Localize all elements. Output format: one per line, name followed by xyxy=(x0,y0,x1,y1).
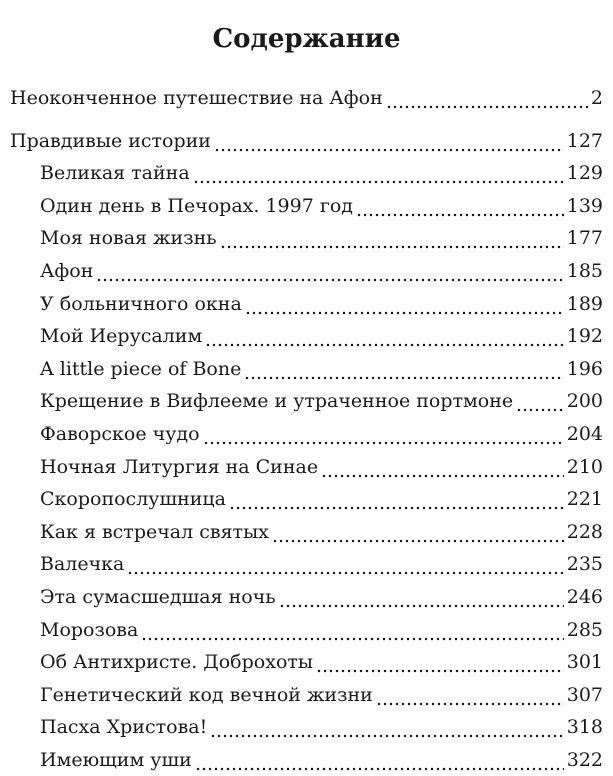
toc-entry-title: Скоропослушница xyxy=(40,488,226,511)
toc-entry[interactable] xyxy=(10,744,603,776)
toc-entry[interactable] xyxy=(10,157,603,190)
toc-entry[interactable] xyxy=(10,288,603,321)
toc-entry-page: 139 xyxy=(566,194,603,217)
toc-entry-page: 210 xyxy=(566,455,603,478)
toc-entry-page: 204 xyxy=(566,422,603,445)
toc-entry[interactable] xyxy=(10,646,603,679)
toc-entry-page: 2 xyxy=(590,87,603,109)
dot-leader xyxy=(244,353,563,386)
toc-entry[interactable] xyxy=(10,385,603,418)
toc-entry-title: Великая тайна xyxy=(40,162,190,185)
toc-entry[interactable] xyxy=(10,353,603,386)
toc-entry-page: 196 xyxy=(566,357,603,380)
toc-entry-page: 322 xyxy=(566,748,603,771)
dot-leader xyxy=(214,125,564,158)
dot-leader xyxy=(386,82,588,115)
toc-entry[interactable] xyxy=(10,222,603,255)
table-of-contents xyxy=(10,82,603,776)
dot-leader xyxy=(516,385,564,418)
dot-leader xyxy=(356,190,564,223)
toc-entry-title: Эта сумасшедшая ночь xyxy=(40,585,276,608)
toc-entry-page: 185 xyxy=(566,259,603,282)
toc-entry-title: Имеющим уши xyxy=(40,748,192,771)
toc-entry-title: У больничного окна xyxy=(40,292,242,315)
toc-entry-title: Ночная Литургия на Синае xyxy=(40,455,319,478)
toc-entry-title: Генетический код вечной жизни xyxy=(40,683,373,706)
dot-leader xyxy=(245,288,564,321)
toc-entry-page: 228 xyxy=(566,520,603,543)
toc-entry-page: 246 xyxy=(566,585,603,608)
toc-entry-page: 221 xyxy=(566,488,603,511)
toc-entry[interactable] xyxy=(10,516,603,549)
toc-entry-page: 301 xyxy=(566,651,603,674)
toc-entry[interactable] xyxy=(10,125,603,158)
toc-entry-page: 318 xyxy=(566,716,603,739)
toc-entry[interactable] xyxy=(10,418,603,451)
toc-entry-title: Мой Иерусалим xyxy=(40,325,203,348)
toc-entry[interactable] xyxy=(10,82,603,115)
toc-entry-page: 307 xyxy=(566,683,603,706)
toc-entry-title: Пасха Христова! xyxy=(40,716,208,739)
toc-entry-title: Один день в Печорах. 1997 год xyxy=(40,194,353,217)
toc-entry[interactable] xyxy=(10,548,603,581)
toc-entry-title: Об Антихристе. Доброхоты xyxy=(40,651,314,674)
toc-entry-page: 127 xyxy=(566,129,603,152)
page-title: Содержание xyxy=(212,24,401,55)
toc-entry[interactable] xyxy=(10,581,603,614)
dot-leader xyxy=(279,581,564,614)
toc-entry-page: 285 xyxy=(566,618,603,641)
toc-entry-page: 129 xyxy=(566,162,603,185)
toc-entry-page: 189 xyxy=(566,292,603,315)
dot-leader xyxy=(141,614,563,647)
toc-entry-title: Моя новая жизнь xyxy=(40,227,217,250)
toc-entry-title: Морозова xyxy=(40,618,139,641)
dot-leader xyxy=(210,711,564,744)
toc-entry[interactable] xyxy=(10,255,603,288)
dot-leader xyxy=(220,222,564,255)
dot-leader xyxy=(316,646,564,679)
dot-leader xyxy=(195,744,564,776)
dot-leader xyxy=(272,516,564,549)
toc-entry[interactable] xyxy=(10,451,603,484)
toc-entry-title: Крещение в Вифлееме и утраченное портмоне xyxy=(40,390,514,413)
toc-entry[interactable] xyxy=(10,711,603,744)
toc-entry-title: Неоконченное путешествие на Афон xyxy=(10,87,383,109)
toc-entry-title: Афон xyxy=(40,259,94,282)
dot-leader xyxy=(127,548,563,581)
dot-leader xyxy=(193,157,564,190)
dot-leader xyxy=(96,255,563,288)
toc-entry-title: Правдивые истории xyxy=(10,129,211,152)
dot-leader xyxy=(376,679,564,712)
toc-entry-page: 177 xyxy=(566,227,603,250)
toc-entry-title: Валечка xyxy=(40,553,125,576)
toc-entry[interactable] xyxy=(10,679,603,712)
toc-entry[interactable] xyxy=(10,190,603,223)
toc-entry-title: Фаворское чудо xyxy=(40,422,200,445)
toc-entry[interactable] xyxy=(10,614,603,647)
toc-entry-page: 192 xyxy=(566,325,603,348)
dot-leader xyxy=(321,451,564,484)
toc-entry[interactable] xyxy=(10,320,603,353)
dot-leader xyxy=(229,483,564,516)
dot-leader xyxy=(205,320,564,353)
dot-leader xyxy=(203,418,564,451)
toc-entry-page: 235 xyxy=(566,553,603,576)
toc-entry[interactable] xyxy=(10,483,603,516)
toc-entry-title: Как я встречал святых xyxy=(40,520,269,543)
toc-entry-page: 200 xyxy=(566,390,603,413)
toc-entry-title: A little piece of Bone xyxy=(40,357,242,380)
